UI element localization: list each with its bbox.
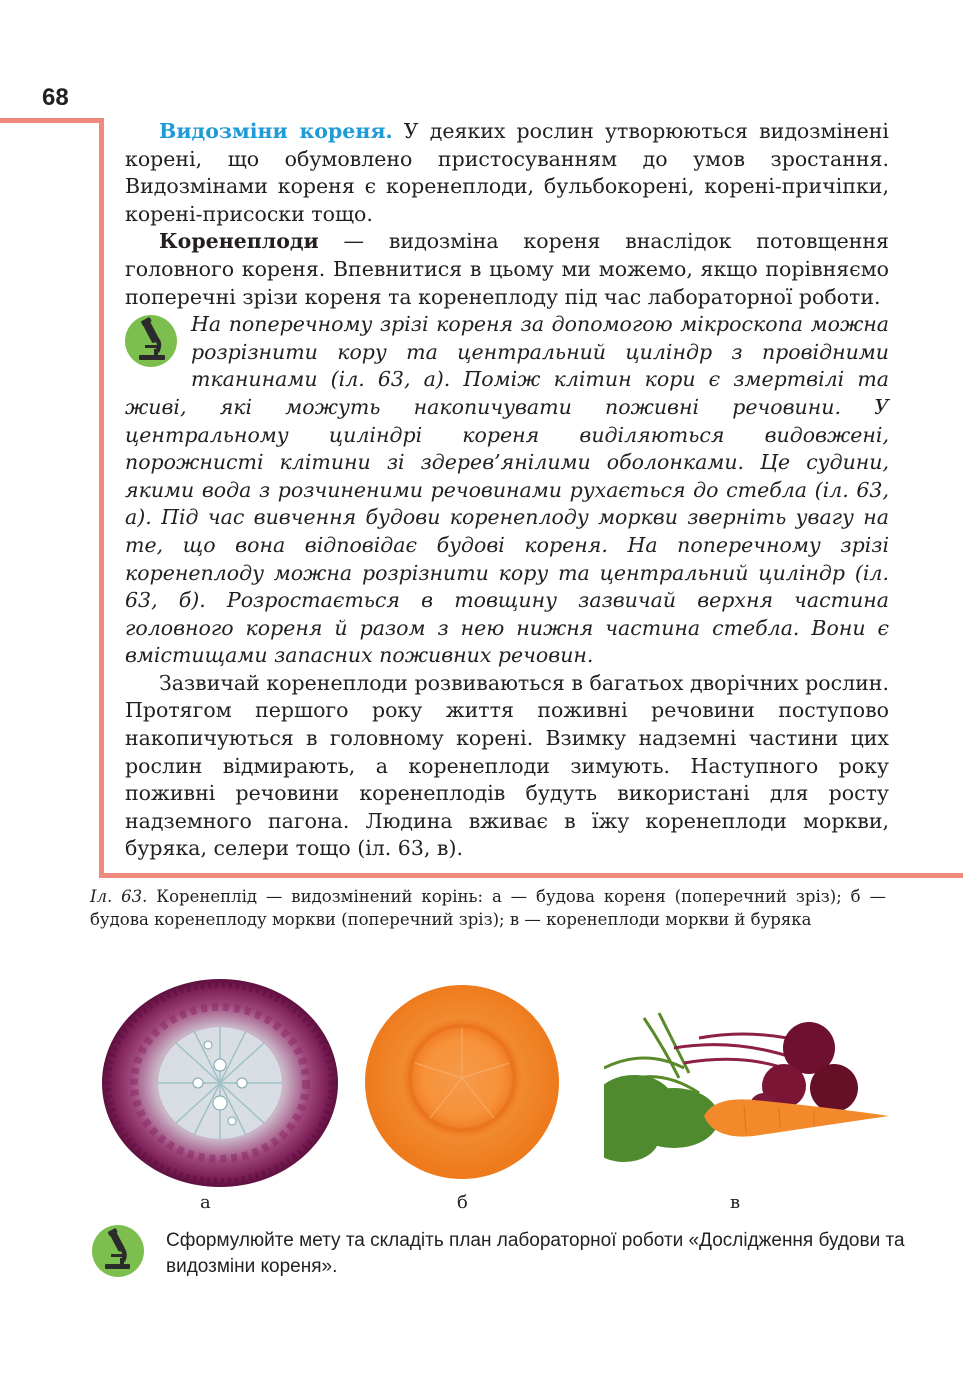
figure-label-b: б <box>457 1192 468 1213</box>
term-definition: — видозміна кореня внаслідок потовщення головного кореня. Впевнитися в цьому ми можемо, якщо порівняємо поперечні зрізи кореня та коренеплоду під час лабораторної роботи. <box>125 229 889 309</box>
figure-label-a: а <box>200 1192 211 1213</box>
section-frame-top <box>0 118 104 123</box>
carrot-and-beets-image <box>604 1008 890 1164</box>
section-heading: Видозміни кореня. <box>159 119 393 143</box>
microscope-icon <box>125 313 191 369</box>
caption-label: Іл. 63. <box>90 887 148 906</box>
task-text: Сформулюйте мету та складіть план лабораторної роботи «Дослідження будови та видозміни кореня». <box>166 1230 905 1277</box>
lab-text: На поперечному зрізі кореня за допомогою мікроскопа можна розрізнити кору та центральний циліндр з провідними тканинами (іл. 63, а). Поміж клітин кори є змертвілі та живі, які можуть накопичувати поживні речовини. У центральному циліндрі кореня виділяються видовжені, порожнисті клітини зі здерев’янілими оболонками. Це судини, якими вода з розчиненими речовинами рухається до стебла (іл. 63, а). Під час вивчення будови коренеплоду моркви зверніть увагу на те, що вона відповідає будові кореня. На поперечному зрізі коренеплоду можна розрізнити кору та центральний циліндр (іл. 63, б). Розростається в товщину зазвичай верхня частина головного кореня й разом з нею нижня частина стебла. Вони є вмістищами запасних поживних речовин. <box>125 312 889 668</box>
root-cross-section-image <box>98 975 344 1191</box>
caption-text: Коренеплід — видозмінений корінь: а — будова кореня (поперечний зріз); б — будова коренеплоду моркви (поперечний зріз); в — коренеплоди моркви й буряка <box>90 887 886 929</box>
lab-paragraph <box>125 311 889 670</box>
microscope-icon <box>92 1225 144 1277</box>
term-paragraph <box>125 228 889 311</box>
term-rootcrops: Коренеплоди <box>159 229 319 254</box>
carrot-cross-section-image <box>364 983 560 1181</box>
page-number: 68 <box>42 84 69 111</box>
section-frame-bottom <box>99 873 963 878</box>
closing-paragraph: Зазвичай коренеплоди розвиваються в багатьох дворічних рослин. Протягом першого року життя поживні речовини поступово накопичуються в головному корені. Взимку надземні частини цих рослин відмирають, а коренеплоди зимують. Наступного року поживні речовини коренеплодів будуть використані для росту надземного пагона. Людина вживає в їжу коренеплоди моркви, буряка, селери тощо (іл. 63, в). <box>125 670 889 861</box>
section-text <box>125 118 889 863</box>
intro-text: У деяких рослин утворюються видозмінені корені, що обумовлено пристосуванням до умов зростання. Видозмінами кореня є коренеплоди, бульбокорені, корені-причіпки, корені-присоски тощо. <box>125 119 889 226</box>
intro-paragraph <box>125 118 889 228</box>
figure-caption <box>90 886 886 931</box>
section-frame-left <box>99 118 104 878</box>
figure-label-c: в <box>730 1192 741 1213</box>
